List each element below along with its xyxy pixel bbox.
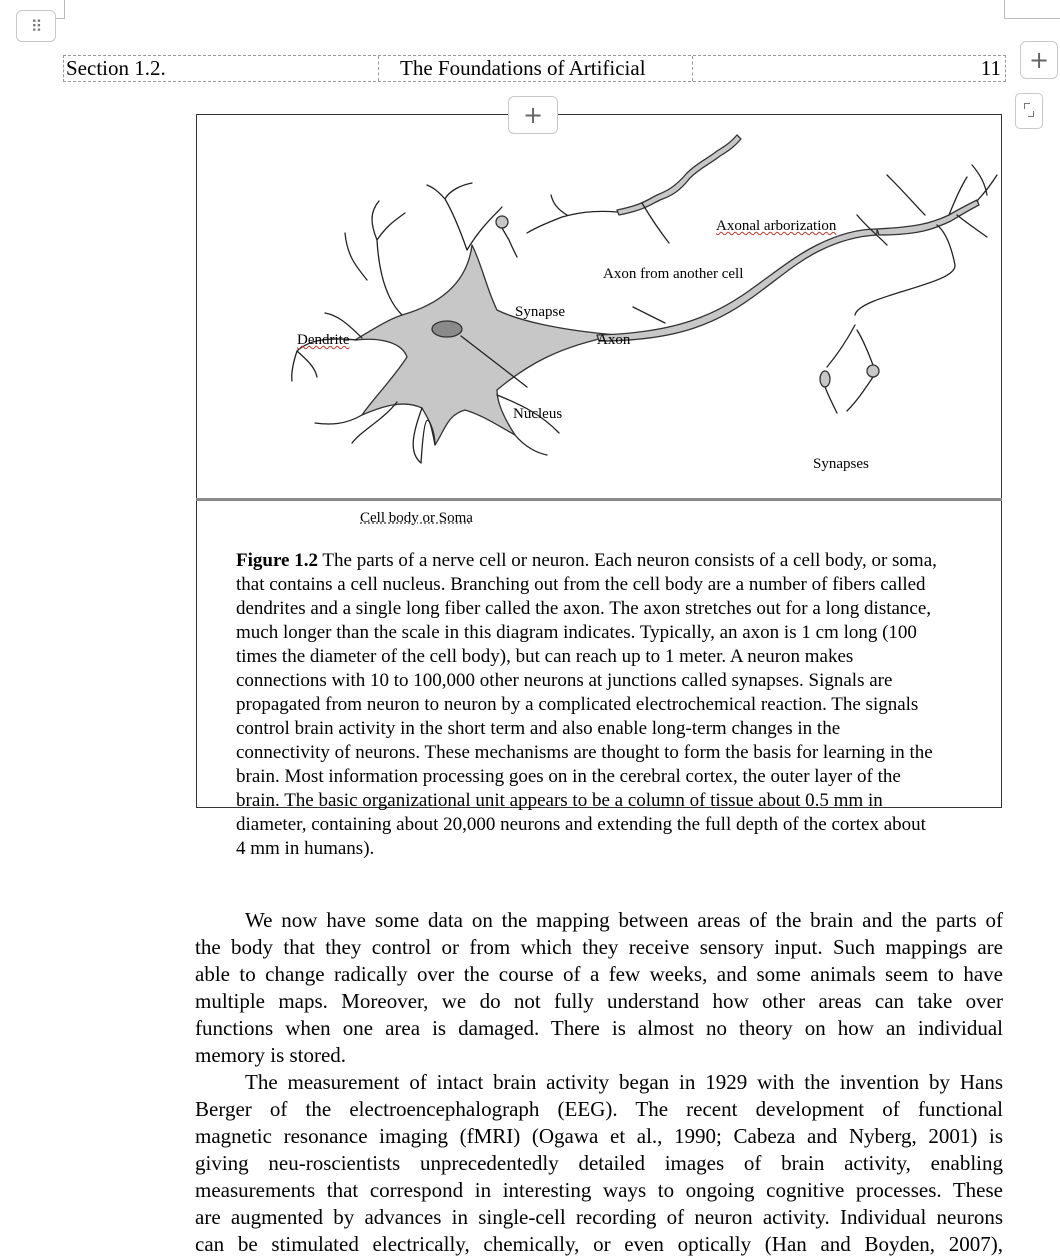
caption-line: that contains a cell nucleus. Branching out from the cell body are a number of fibers called <box>236 574 926 595</box>
page-corner-mark-left <box>56 0 65 19</box>
header-title: The Foundations of Artificial <box>400 56 646 80</box>
header-divider <box>692 56 693 81</box>
paragraph-line: able to change radically over the course of a few weeks, and some animals seem to have <box>195 962 1003 986</box>
caption-line: brain. Most information processing goes on in the cerebral cortex, the outer layer of the <box>236 766 901 787</box>
paragraph-line: We now have some data on the mapping between areas of the brain and the parts of <box>245 908 1003 932</box>
header-divider <box>378 56 379 81</box>
resize-icon[interactable] <box>1015 93 1043 129</box>
caption-line: Figure 1.2 The parts of a nerve cell or neuron. Each neuron consists of a cell body, or soma, <box>236 550 937 571</box>
figure-divider <box>196 498 1002 501</box>
caption-line: connectivity of neurons. These mechanisms are thought to form the basis for learning in the <box>236 742 933 763</box>
caption-line: much longer than the scale in this diagram indicates. Typically, an axon is 1 cm long (100 <box>236 622 917 643</box>
paragraph-line: measurements that correspond in interesting ways to ongoing cognitive processes. These <box>195 1178 1003 1202</box>
add-block-side-button[interactable] <box>1020 41 1058 79</box>
running-header <box>63 55 1006 82</box>
figure-caption <box>236 549 988 861</box>
paragraph-line: Berger of the electroencephalograph (EEG). The recent development of functional <box>195 1097 1003 1121</box>
plus-icon: + <box>522 101 544 129</box>
figure-labels <box>196 114 1002 498</box>
header-section: Section 1.2. <box>66 56 166 80</box>
paragraph-line: the body that they control or from which they receive sensory input. Such mappings are <box>195 935 1003 959</box>
label-dendrite: Dendrite <box>297 332 350 348</box>
label-synapses: Synapses <box>813 456 869 472</box>
paragraph-line: memory is stored. <box>195 1043 347 1067</box>
paragraph-line: multiple maps. Moreover, we do not fully understand how other areas can take over <box>195 989 1003 1013</box>
plus-icon: + <box>1028 46 1050 74</box>
caption-line: 4 mm in humans). <box>236 838 375 859</box>
paragraph-line: giving neu-roscientists unprecedentedly detailed images of brain activity, enabling <box>195 1151 1003 1175</box>
paragraph-line: are augmented by advances in single-cell recording of neuron activity. Individual neurons <box>195 1205 1003 1229</box>
label-synapse: Synapse <box>515 304 565 320</box>
label-axon-from-another-cell: Axon from another cell <box>603 266 744 282</box>
add-block-button[interactable] <box>508 96 558 134</box>
caption-line: dendrites and a single long fiber called the axon. The axon stretches out for a long distance, <box>236 598 932 619</box>
caption-line: brain. The basic organizational unit appears to be a column of tissue about 0.5 mm in <box>236 790 883 811</box>
label-axon: Axon <box>597 332 631 348</box>
body-text <box>195 907 1003 1258</box>
caption-line: times the diameter of the cell body), but can reach up to 1 meter. A neuron makes <box>236 646 854 667</box>
label-cell-body: Cell body or Soma <box>360 510 473 526</box>
label-nucleus: Nucleus <box>513 406 563 422</box>
caption-line: propagated from neuron to neuron by a complicated electrochemical reaction. The signals <box>236 694 919 715</box>
caption-line: connections with 10 to 100,000 other neurons at junctions called synapses. Signals are <box>236 670 893 691</box>
caption-line: diameter, containing about 20,000 neurons and extending the full depth of the cortex about <box>236 814 926 835</box>
header-page-number: 11 <box>980 56 1001 80</box>
paragraph-line: functions when one area is damaged. There is almost no theory on how an individual <box>195 1016 1003 1040</box>
drag-handle-icon[interactable]: ⠿ <box>16 10 56 42</box>
paragraph-line: The measurement of intact brain activity began in 1929 with the invention by Hans <box>245 1070 1003 1094</box>
caption-figure-number: Figure 1.2 <box>236 550 318 571</box>
label-axonal-arborization: Axonal arborization <box>716 218 837 234</box>
caption-line: control brain activity in the short term and also enable long-term changes in the <box>236 718 841 739</box>
paragraph-line: can be stimulated electrically, chemically, or even optically (Han and Boyden, 2007), <box>195 1232 1003 1256</box>
page-corner-mark-right <box>1004 0 1060 19</box>
paragraph-line: magnetic resonance imaging (fMRI) (Ogawa et al., 1990; Cabeza and Nyberg, 2001) is <box>195 1124 1003 1148</box>
